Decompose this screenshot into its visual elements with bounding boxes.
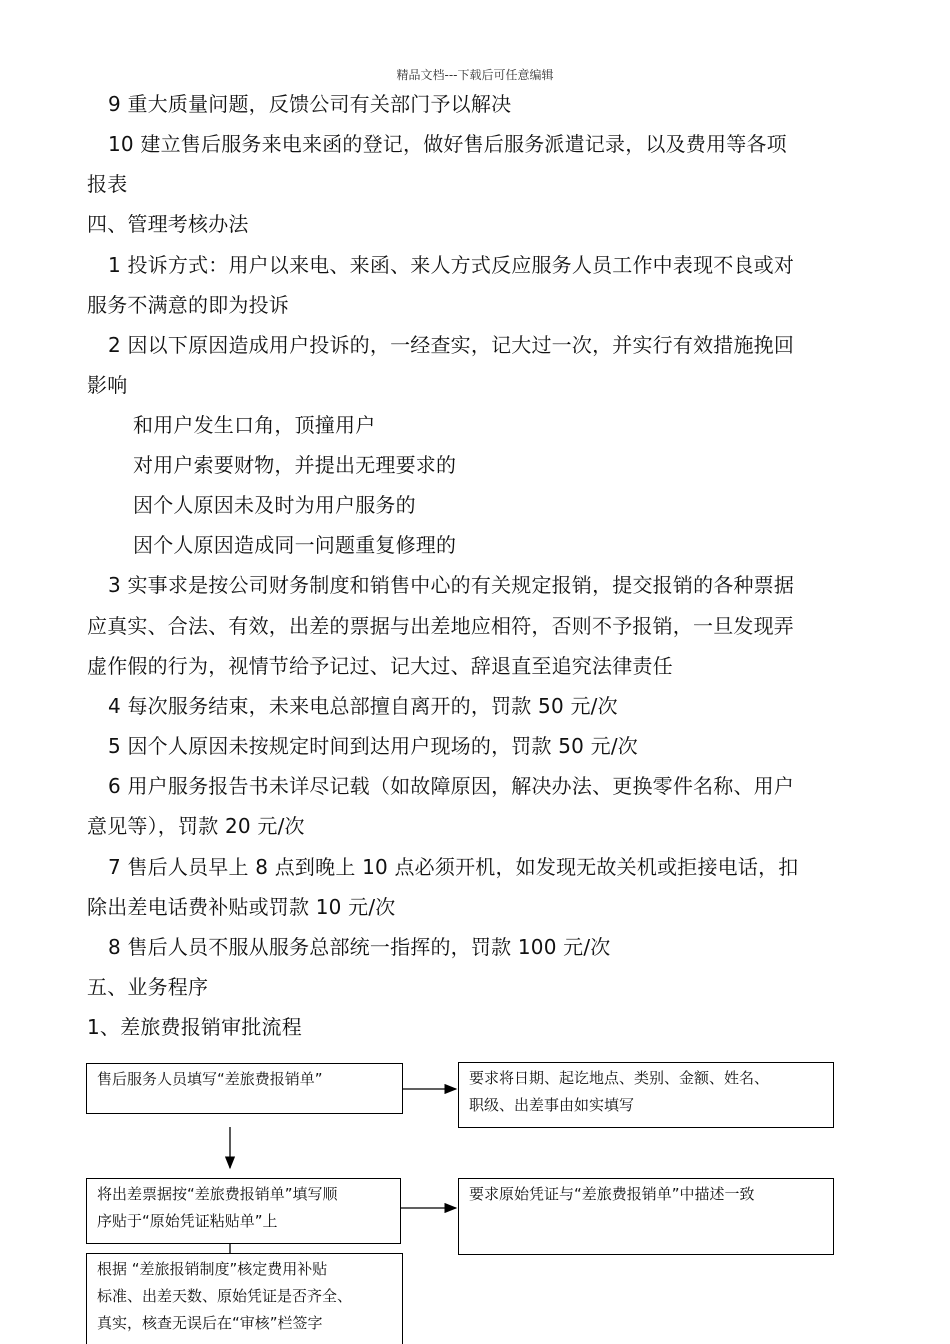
- flow-step-2-line-1: 将出差票据按“差旅费报销单”填写顺: [97, 1185, 338, 1203]
- rule-8: 8 售后人员不服从服务总部统一指挥的，罚款 100 元/次: [108, 935, 611, 959]
- flow-note-1-line-1: 要求将日期、起讫地点、类别、金额、姓名、: [469, 1069, 770, 1087]
- rule-7-cont: 除出差电话费补贴或罚款 10 元/次: [87, 895, 396, 919]
- flow-note-1: [458, 1062, 834, 1128]
- flow-step-2-line-2: 序贴于“原始凭证粘贴单”上: [97, 1212, 278, 1230]
- section-heading-5: 五、业务程序: [87, 975, 209, 999]
- rule-3-cont-1: 应真实、合法、有效，出差的票据与出差地应相符，否则不予报销，一旦发现弄: [87, 614, 794, 638]
- subsection-heading-1: 1、差旅费报销审批流程: [87, 1015, 302, 1039]
- rule-2-cont: 影响: [87, 373, 128, 397]
- rule-2-sub-4: 因个人原因造成同一问题重复修理的: [133, 533, 457, 557]
- flow-step-2: [86, 1178, 401, 1244]
- rule-1: 1 投诉方式：用户以来电、来函、来人方式反应服务人员工作中表现不良或对: [108, 253, 795, 277]
- rule-3-cont-2: 虚作假的行为，视情节给予记过、记大过、辞退直至追究法律责任: [87, 654, 673, 678]
- flow-step-3-line-1: 根据 “差旅报销制度”核定费用补贴: [97, 1260, 328, 1278]
- item-10: 10 建立售后服务来电来函的登记，做好售后服务派遣记录，以及费用等各项: [108, 132, 787, 156]
- flow-step-3-line-3: 真实，核查无误后在“审核”栏签字: [97, 1314, 323, 1332]
- flow-step-1: [86, 1063, 403, 1114]
- item-9: 9 重大质量问题，反馈公司有关部门予以解决: [108, 92, 512, 116]
- flow-note-2-text: 要求原始凭证与“差旅费报销单”中描述一致: [469, 1185, 755, 1203]
- rule-2-sub-1: 和用户发生口角，顶撞用户: [133, 413, 376, 437]
- rule-3: 3 实事求是按公司财务制度和销售中心的有关规定报销，提交报销的各种票据: [108, 573, 795, 597]
- flow-note-2: [458, 1178, 834, 1255]
- rule-7: 7 售后人员早上 8 点到晚上 10 点必须开机，如发现无故关机或拒接电话，扣: [108, 855, 799, 879]
- page-header: 精品文档---下载后可任意编辑: [396, 68, 554, 82]
- rule-2-sub-3: 因个人原因未及时为用户服务的: [133, 493, 416, 517]
- rule-2: 2 因以下原因造成用户投诉的，一经查实，记大过一次，并实行有效措施挽回: [108, 333, 795, 357]
- flow-step-3: [86, 1253, 403, 1344]
- rule-1-cont: 服务不满意的即为投诉: [87, 293, 289, 317]
- flow-note-1-line-2: 职级、出差事由如实填写: [469, 1096, 635, 1114]
- rule-4: 4 每次服务结束，未来电总部擅自离开的，罚款 50 元/次: [108, 694, 618, 718]
- rule-6-cont: 意见等），罚款 20 元/次: [87, 814, 305, 838]
- rule-6: 6 用户服务报告书未详尽记载（如故障原因，解决办法、更换零件名称、用户: [108, 774, 795, 798]
- flow-step-1-text: 售后服务人员填写“差旅费报销单”: [97, 1070, 323, 1088]
- flow-step-3-line-2: 标准、出差天数、原始凭证是否齐全、: [97, 1287, 353, 1305]
- item-10-cont: 报表: [87, 172, 128, 196]
- section-heading-4: 四、管理考核办法: [87, 212, 249, 236]
- rule-2-sub-2: 对用户索要财物，并提出无理要求的: [133, 453, 457, 477]
- rule-5: 5 因个人原因未按规定时间到达用户现场的，罚款 50 元/次: [108, 734, 638, 758]
